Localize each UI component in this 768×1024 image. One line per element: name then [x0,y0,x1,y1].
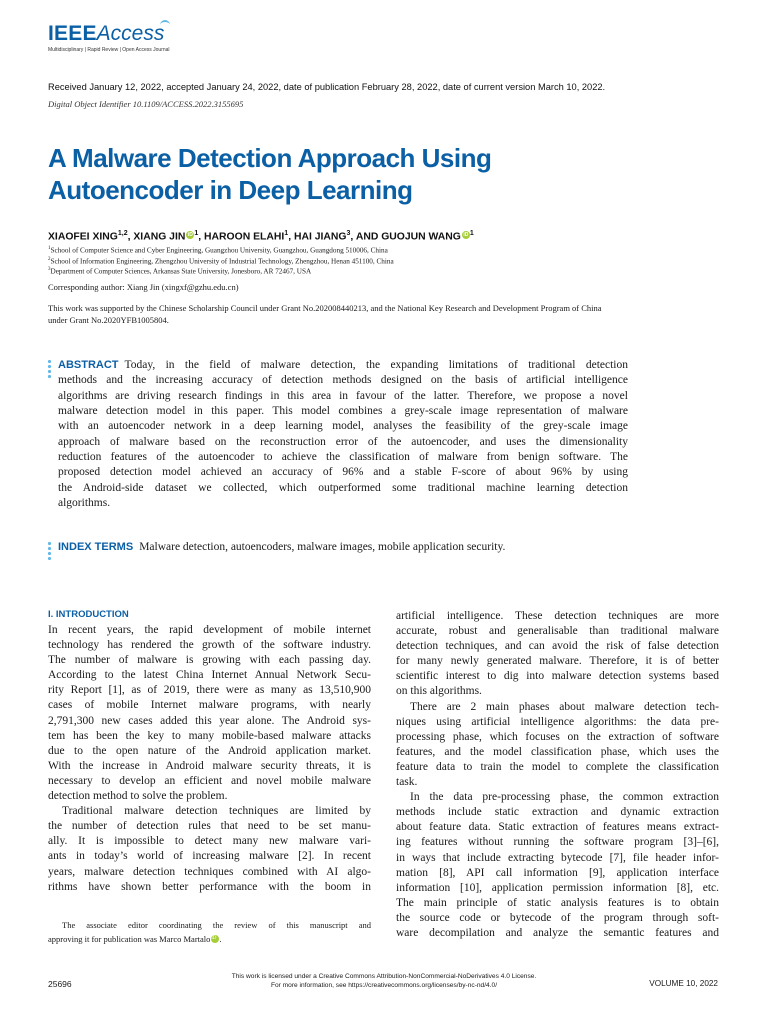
footnote-line: approving it for publication was Marco MartaloiD . [48,934,222,944]
body-line: cases of mobile Internet malware programs, with nearly [48,699,371,712]
abstract-dots-icon [48,360,51,380]
author-affil-sup: 1 [284,230,289,237]
abstract-line: algorithms are driving research findings in this area in favour of the latter. Therefore, we propose a novel [58,389,628,402]
abstract [58,358,628,511]
body-line: features, and the model classification phase, which uses the [396,745,719,758]
right-column [396,609,719,941]
body-line: The number of malware is growing with each passing day. [48,654,371,667]
abstract-line: ABSTRACT Today, in the field of malware detection, the expanding limitations of traditional detection [58,359,628,371]
body-line: tem has been the key to many mobile-based malware attacks [48,729,371,742]
orcid-icon[interactable]: iD [187,232,193,239]
affiliation-number: 3 [48,267,51,272]
left-column [48,623,371,895]
section-heading: I. INTRODUCTION [48,609,129,620]
affiliation-text: School of Computer Science and Cyber Engineering, Guangzhou University, Guangzhou, Guangdong 510006, China [50,246,388,255]
body-line: artificial intelligence. These detection techniques are more [396,610,719,622]
doi[interactable]: Digital Object Identifier 10.1109/ACCESS.2022.3155695 [48,99,244,109]
editor-footnote [48,918,371,946]
index-dots-icon [48,542,51,562]
orcid-icon[interactable]: iD [463,232,469,239]
paper-title [48,142,608,206]
abstract-line: algorithms. [58,497,111,510]
journal-name-italic: Access [96,22,165,45]
author-name: XIAOFEI XING [48,231,118,243]
abstract-line: reduction features of the autoencoder to achieve the classification of malware from benign software. The [58,451,628,464]
abstract-label: ABSTRACT [58,359,119,371]
abstract-line: malware detection model in this paper. This model combines a grey-scale image representation of malware [58,405,628,418]
index-terms-label: INDEX TERMS [58,541,134,553]
body-line: processing phase, which focuses on the extraction of software [396,730,719,743]
title-line: A Malware Detection Approach Using [48,143,492,173]
license-link[interactable]: For more information, see https://creativecommons.org/licenses/by-nc-nd/4.0/ [270,982,498,989]
funding-statement: This work was supported by the Chinese Scholarship Council under Grant No.202008440213, and the National Key Research and Development Program of China under Grant No.2020YFB1005804. [48,303,602,325]
affiliation-text: Department of Computer Sciences, Arkansas State University, Jonesboro, AR 72467, USA [50,267,312,276]
author-affil-sup: 1,2 [117,230,128,237]
body-line: In recent years, the rapid development of mobile internet [48,624,371,636]
author-name: XIANG JIN [133,231,186,243]
body-line: ing features without running the software program [3]–[6], [396,836,719,849]
body-line: feature data to train the model to complete the classification [396,760,719,773]
body-line: technology has rendered the growth of the software industry. [48,639,371,652]
license-notice [184,972,584,990]
body-line: accurate, robust and generalisable than traditional malware [396,625,719,638]
body-line: years, malware detection techniques combined with AI algo- [48,865,371,878]
body-line: in ways that include extracting bytecode [7], file header infor- [396,851,719,864]
body-line: According to the latest China Internet Annual Network Secu- [48,669,371,682]
abstract-line: the Android-side dataset we collected, which outperformed some traditional machine learning detection [58,481,628,494]
index-terms [58,541,505,553]
body-line: 2,791,300 new cases added this year alone. The Android sys- [48,714,371,727]
author-name: AND GUOJUN WANG [355,231,461,243]
title-line: Autoencoder in Deep Learning [48,175,413,205]
body-line: necessary to develop an efficient and novel mobile malware [48,774,371,787]
affiliation [48,246,388,254]
affiliation-number: 1 [48,246,51,251]
body-line: mation [8], API call information [9], application interface [396,866,719,879]
author-name: HAI JIANG [293,231,347,243]
abstract-line: proposed detection model achieved an accuracy of 96% and a stable F-score of about 96% by using [58,466,628,479]
body-line: In the data pre-processing phase, the common extraction [410,791,719,804]
volume-label: VOLUME 10, 2022 [649,979,718,988]
license-line: This work is licensed under a Creative Commons Attribution-NonCommercial-NoDerivatives 4.0 License. [231,973,537,980]
body-line: With the increase in Android malware security threats, it is [48,759,371,772]
body-line: on this algorithms. [396,685,482,698]
body-line: Traditional malware detection techniques are limited by [62,805,371,818]
journal-tagline: Multidisciplinary | Rapid Review | Open Access Journal [48,47,170,53]
author-list: XIAOFEI XING$^{1,2}$, XIANG JIN iD $^1$, HAROON ELAHI$^1$, HAI JIANG$^3$, AND GUOJUN WANG iD $^1$ [48,230,474,243]
body-line: ally. It is impossible to detect many new malware vari- [48,835,371,848]
body-line: scientific interest to dig into malware detection systems based [396,670,719,683]
body-line: ware decompilation and analyze the semantic features and [396,926,719,939]
abstract-line: approach of malware based on the reconstruction error of the autoencoder, and uses the dimensionality [58,435,628,448]
received-dates: Received January 12, 2022, accepted January 24, 2022, date of publication February 28, 2022, date of current version March 10, 2022. [48,82,606,92]
body-line: task. [396,776,418,789]
author-affil-sup: 1 [469,230,474,237]
orcid-icon[interactable]: iD [211,935,219,943]
body-line: the number of detection rules that need to be set manu- [48,820,371,833]
affiliation-text: School of Information Engineering, Zhengzhou University of Industrial Technology, Zhengzhou, Henan 451100, China [50,257,394,266]
author-affil-sup: 1 [194,230,199,237]
page-number: 25696 [48,979,72,989]
affiliation [48,267,311,275]
body-line: detection method to solve the problem. [48,790,228,803]
body-line: niques using artificial intelligence algorithms: the data pre- [396,715,719,728]
abstract-line: methods and the increasing accuracy of detection methods designed on the basis of artificial intelligence [58,374,628,387]
body-line: information [10], application permission information [8], etc. [396,881,719,894]
index-terms-text: Malware detection, autoencoders, malware images, mobile application security. [139,541,506,553]
body-line: for many newly generated malware. Therefore, it is of better [396,655,719,668]
logo-arc-icon [160,20,170,30]
author-name: HAROON ELAHI [204,231,285,243]
body-line: the source code or bytecode of the program through soft- [396,911,719,924]
journal-logo [48,22,248,62]
body-line: rity Report [1], as of 2019, there were as many as 13,510,900 [48,684,371,697]
body-line: due to the open nature of the Android application market. [48,744,371,757]
body-line: ants in today’s world of increasing malware [2]. In recent [48,850,371,863]
body-line: The main principle of static analysis features is to obtain [396,896,719,909]
abstract-line: with an autoencoder network in a deep learning model, analyses the feasibility of the grey-scale image [58,420,628,433]
footnote-line: The associate editor coordinating the review of this manuscript and [62,920,371,930]
affiliation [48,257,394,265]
body-line: detection techniques, and can avoid the risk of false detection [396,640,719,653]
affiliation-number: 2 [48,257,51,262]
body-line: about feature data. Static extraction of features means extract- [396,821,719,834]
body-line: rithms have shown better performance with the boom in [48,880,371,893]
corresponding-author: Corresponding author: Xiang Jin (xingxf@gzhu.edu.cn) [48,282,239,292]
body-line: methods include static extraction and dynamic extraction [396,806,719,819]
author-affil-sup: 3 [346,230,351,237]
body-line: There are 2 main phases about malware detection tech- [410,700,719,713]
journal-name-bold: IEEE [48,22,97,45]
